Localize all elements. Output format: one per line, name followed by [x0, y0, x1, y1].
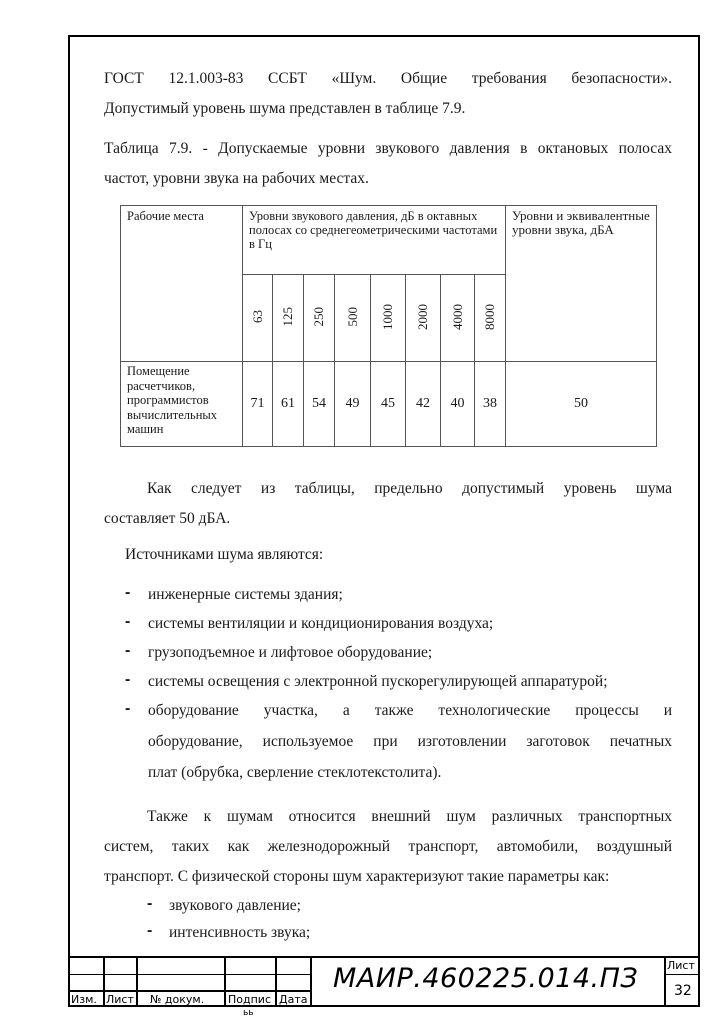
conclusion-line-2: составляет 50 дБА. — [104, 510, 231, 527]
divider — [664, 956, 666, 1007]
divider — [136, 956, 138, 1007]
list-item: системы освещения с электронной пускорегулирующей аппаратурой; — [148, 673, 608, 690]
bullet-dash: - — [125, 642, 131, 659]
label-date: Дата — [279, 993, 308, 1006]
value-8000: 38 — [475, 362, 506, 447]
divider — [275, 956, 277, 1007]
freq-header-250: 250 — [304, 275, 335, 362]
sources-heading: Источниками шума являются: — [125, 546, 324, 563]
external-line-3: транспорт. С физической стороны шум характеризуют такие параметры как: — [104, 868, 610, 885]
row-workplace: Помещение расчетчиков, программистов вычислительных машин — [121, 362, 243, 447]
bullet-dash: - — [125, 584, 131, 601]
value-equivalent: 50 — [506, 362, 657, 447]
freq-header-4000: 4000 — [441, 275, 475, 362]
divider — [103, 956, 105, 1007]
header-workplace: Рабочие места — [121, 206, 243, 362]
value-4000: 40 — [441, 362, 475, 447]
list-item: грузоподъемное и лифтовое оборудование; — [148, 644, 433, 661]
table-row — [121, 362, 657, 447]
list-item-continuation: оборудование, используемое при изготовлении заготовок печатных — [148, 733, 672, 750]
freq-header-125: 125 — [273, 275, 304, 362]
value-63: 71 — [243, 362, 273, 447]
freq-header-2000: 2000 — [406, 275, 441, 362]
value-250: 54 — [304, 362, 335, 447]
list-item: инженерные системы здания; — [148, 586, 343, 603]
header-octave-levels: Уровни звукового давления, дБ в октавных полосах со среднегеометрическими частотами в Гц — [243, 206, 506, 275]
intro-line-2: Допустимый уровень шума представлен в таблице 7.9. — [104, 100, 466, 117]
bullet-dash: - — [125, 671, 131, 688]
label-izm: Изм. — [71, 993, 97, 1006]
table-caption-line-1: Таблица 7.9. - Допускаемые уровни звукового давления в октановых полосах — [104, 140, 672, 157]
label-list: Лист — [106, 993, 134, 1006]
divider — [68, 990, 311, 992]
divider — [664, 974, 700, 975]
bullet-dash: - — [147, 922, 153, 939]
label-sheet: Лист — [667, 959, 695, 972]
freq-header-63: 63 — [243, 275, 273, 362]
list-item: интенсивность звука; — [169, 924, 311, 941]
bullet-dash: - — [147, 895, 153, 912]
noise-levels-table — [120, 205, 657, 447]
divider — [310, 956, 312, 1007]
document-designation: МАИР.460225.014.ПЗ — [333, 963, 639, 994]
sheet-number: 32 — [674, 983, 692, 999]
external-line-1: Также к шумам относится внешний шум различных транспортных — [147, 808, 672, 825]
bullet-dash: - — [125, 700, 131, 717]
table-caption-line-2: частот, уровни звука на рабочих местах. — [104, 170, 369, 187]
label-doc-number: № докум. — [150, 993, 205, 1006]
value-1000: 45 — [371, 362, 406, 447]
bullet-dash: - — [125, 613, 131, 630]
divider — [224, 956, 226, 1007]
value-125: 61 — [273, 362, 304, 447]
freq-header-1000: 1000 — [371, 275, 406, 362]
list-item-continuation: плат (обрубка, сверление стеклотекстолита). — [148, 764, 442, 781]
list-item: оборудование участка, а также технологические процессы и — [148, 702, 672, 719]
list-item: звукового давление; — [169, 897, 301, 914]
divider — [68, 974, 311, 975]
title-block-top-line — [68, 956, 700, 958]
value-2000: 42 — [406, 362, 441, 447]
label-signature-overflow: ьь — [243, 1008, 254, 1018]
list-item: системы вентиляции и кондиционирования воздуха; — [148, 615, 494, 632]
external-line-2: систем, таких как железнодорожный транспорт, автомобили, воздушный — [104, 838, 672, 855]
intro-line-1: ГОСТ 12.1.003-83 ССБТ «Шум. Общие требования безопасности». — [104, 70, 672, 87]
header-equivalent-levels: Уровни и эквивалентные уровни звука, дБА — [506, 206, 657, 362]
conclusion-line-1: Как следует из таблицы, предельно допустимый уровень шума — [147, 480, 672, 497]
label-signature: Подпис — [228, 993, 271, 1006]
freq-header-500: 500 — [335, 275, 371, 362]
value-500: 49 — [335, 362, 371, 447]
freq-header-8000: 8000 — [475, 275, 506, 362]
